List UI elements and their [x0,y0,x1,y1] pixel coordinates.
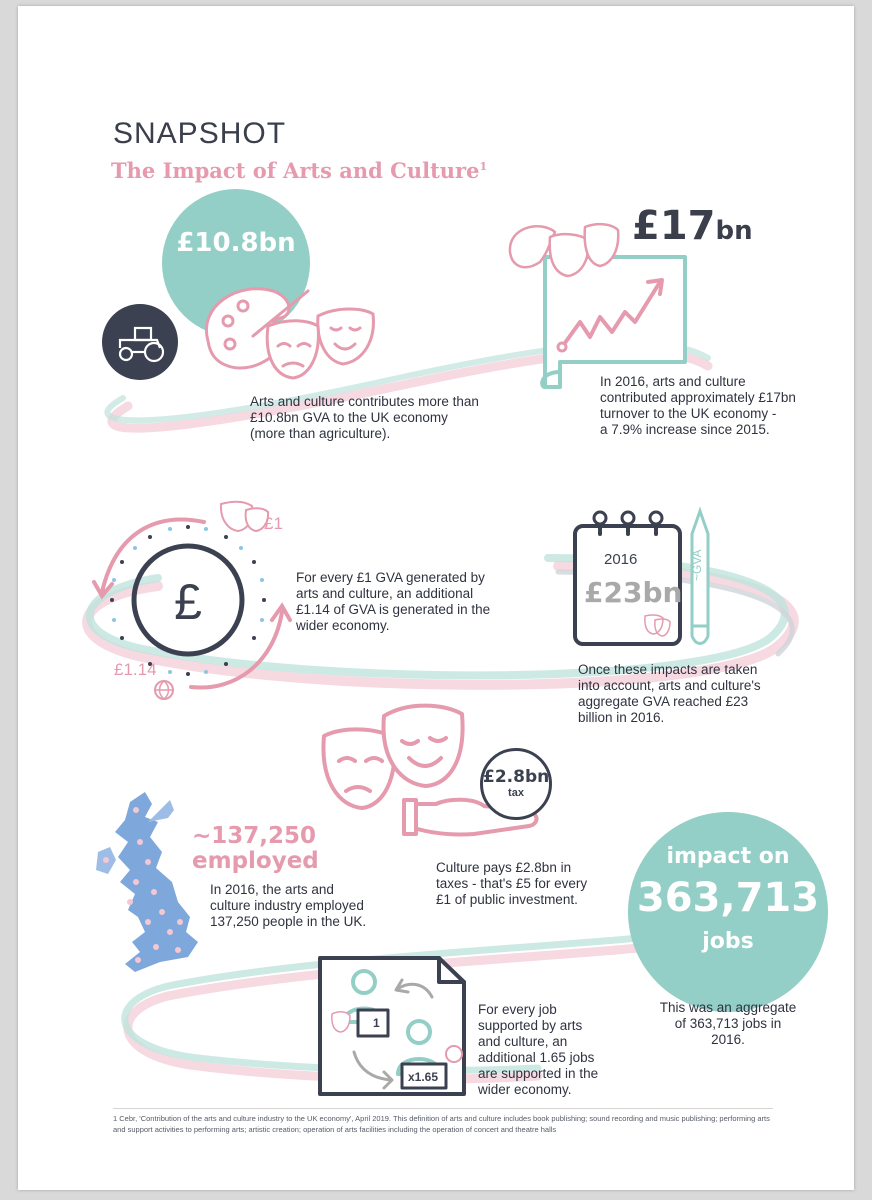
tractor-icon [102,304,178,380]
jobs-impact-description: This was an aggregate of 363,713 jobs in 2016. [659,1000,797,1047]
palette-masks-icon [198,266,398,396]
uk-map-icon [90,782,210,982]
tax-description: Culture pays £2.8bn in taxes - that's £5 for every £1 of public investment. [436,860,588,907]
gva-figure: £10.8bn [176,228,296,258]
footnote: 1 Cebr, 'Contribution of the arts and culture industry to the UK economy', April 2019. This definition of arts and culture includes book publishing; sound recording and music publishing; performing arts and support activities to performing arts; artistic creation; operation of arts facilities including the operation of concert and theatre halls [113,1114,770,1134]
turnover-description: In 2016, arts and culture contributed approximately £17bn turnover to the UK economy - a 7.9% increase since 2015. [600,374,796,437]
employed-figure: ~137,250 employed [192,823,319,874]
infographic-page [18,6,854,1190]
tractor-badge [102,304,178,380]
calendar-figure: £23bn [584,576,683,609]
tax-sub: tax [508,787,524,799]
tax-figure: £2.8bn [483,767,550,787]
employment-description: In 2016, the arts and culture industry employed 137,250 people in the UK. [210,882,367,929]
jobs-impact-figure: 363,713 [636,875,820,921]
multiplier-in-label: £1 [264,514,283,533]
jobs-impact-line3: jobs [702,929,754,954]
jobs-multiplier-label: x1.65 [408,1070,439,1084]
turnover-figure: £17bn [632,203,753,249]
calendar-year: 2016 [604,551,638,568]
tax-badge [480,748,552,820]
page-title: SNAPSHOT [113,117,287,150]
pencil-label: ~GVA [690,549,704,581]
page-subtitle: The Impact of Arts and Culture$^1$ [111,158,488,183]
multiplier-out-label: £1.14 [114,660,157,679]
svg-text:£: £ [174,574,202,630]
jobs-multiplier-icon [314,952,474,1102]
gva-description: Arts and culture contributes more than £10.8bn GVA to the UK economy (more than agriculture). [250,394,479,441]
jobs-impact-line1: impact on [666,844,790,869]
aggregate-description: Once these impacts are taken into account, arts and culture's aggregate GVA reached £23 billion in 2016. [578,662,761,725]
multiplier-description: For every £1 GVA generated by arts and culture, an additional £1.14 of GVA is generated in the wider economy. [296,570,491,633]
jobs-impact-circle [628,812,828,1012]
footnote-divider [113,1108,773,1109]
jobs-multiplier-description: For every job supported by arts and culture, an additional 1.65 jobs are supported in the wider economy. [478,1002,599,1097]
jobs-base-label: 1 [373,1016,380,1030]
